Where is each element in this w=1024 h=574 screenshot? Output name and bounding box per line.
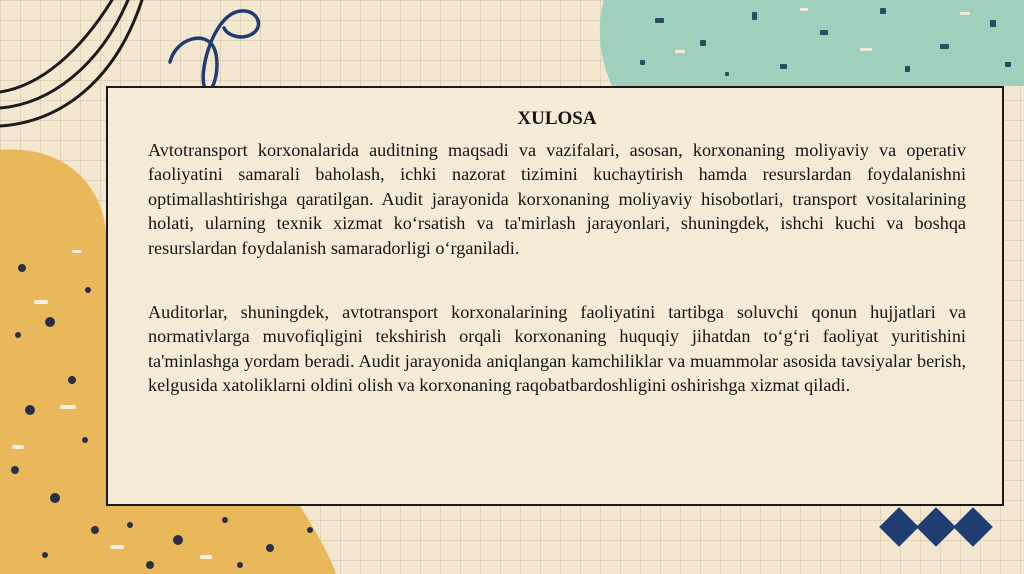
paragraph-2: Auditorlar, shuningdek, avtotransport korxonalarining faoliyatini tartibga soluvchi qonun hujjatlari va normativlarga muvofiqligini tekshirish orqali korxonaning huquqiy jihatdan to‘g‘ri faoliyat yuritishini ta'minlashga yordam beradi. Audit jarayonida aniqlangan kamchiliklar va muammolar asosida tavsiyalar berish, kelgusida xatoliklarni oldini olish va korxonaning raqobatbardoshligini oshirishga xizmat qiladi. xyxy=(148,302,966,396)
teal-blob xyxy=(600,0,1024,86)
navy-diamonds xyxy=(879,507,993,547)
conclusion-card xyxy=(106,86,1004,506)
navy-squiggle xyxy=(170,11,259,91)
paragraph-1: Avtotransport korxonalarida auditning maqsadi va vazifalari, asosan, korxonaning moliyaviy va operativ faoliyatini samarali baholash, ichki nazorat tizimini kuchaytirish hamda resurslardan foydalanishni optimallashtirishga qaratilgan. Audit jarayonida korxonaning moliyaviy hisobotlari, transport vositalarining holati, ularning texnik xizmat ko‘rsatish va ta'mirlash jarayonlari, shuningdek, ishchi kuchi va boshqa resurslardan foydalanish samaradorligi o‘rganiladi. xyxy=(148,140,966,258)
conclusion-title: XULOSA xyxy=(517,108,597,129)
